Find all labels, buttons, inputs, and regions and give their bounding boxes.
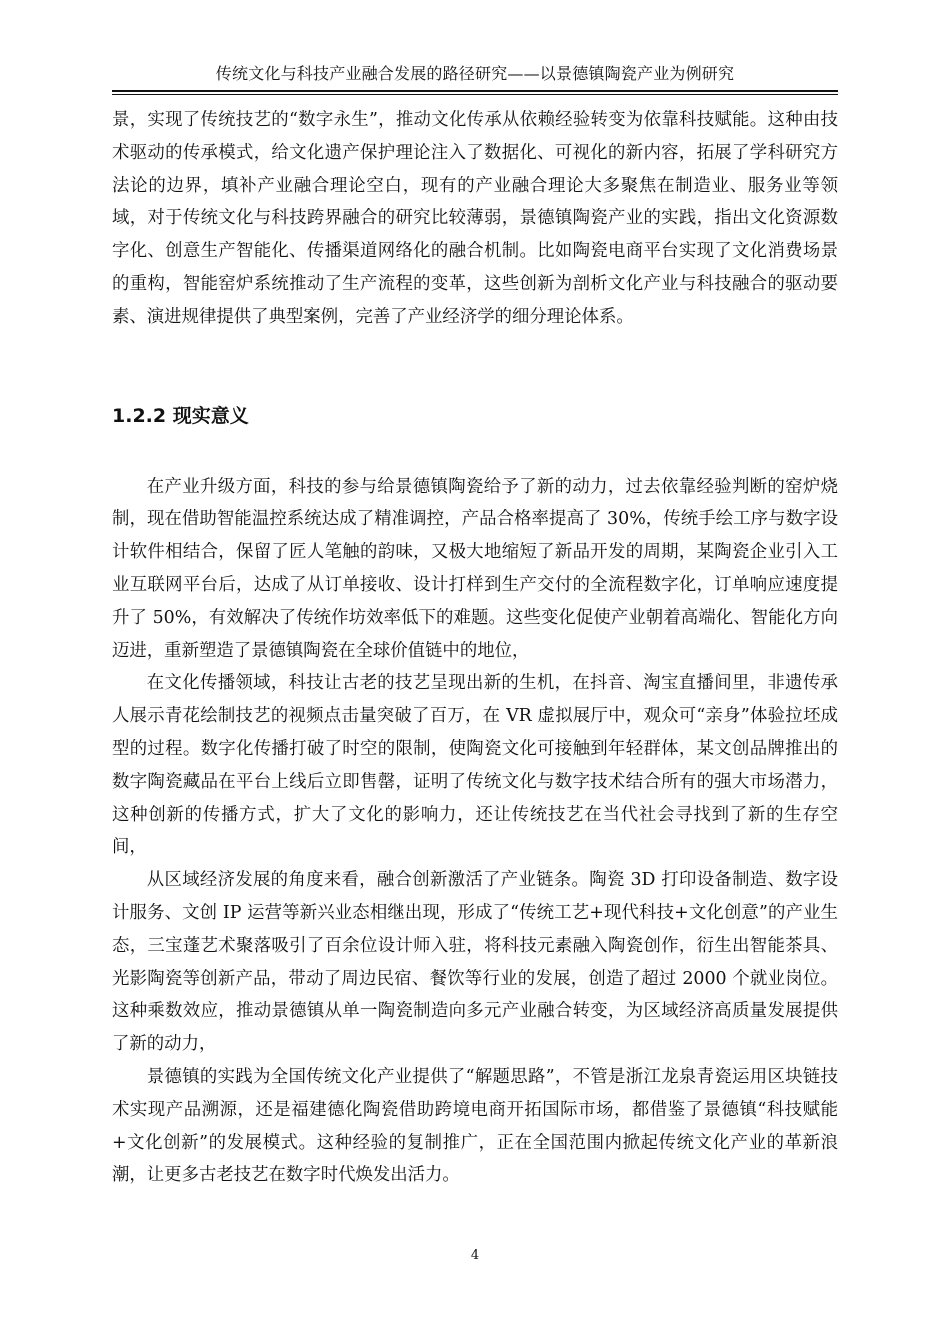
body-paragraph: 景德镇的实践为全国传统文化产业提供了“解题思路”，不管是浙江龙泉青瓷运用区块链技术实现产品溯源，还是福建德化陶瓷借助跨境电商开拓国际市场，都借鉴了景德镇“科技赋能+文化创新”的发展模式。这种经验的复制推广，正在全国范围内掀起传统文化产业的革新浪潮，让更多古老技艺在数字时代焕发出活力。 [112,1066,838,1186]
body-paragraph: 在产业升级方面，科技的参与给景德镇陶瓷给予了新的动力，过去依靠经验判断的窑炉烧制，现在借助智能温控系统达成了精准调控，产品合格率提高了 30%，传统手绘工序与数字设计软件相结合，保留了匠人笔触的韵味，又极大地缩短了新品开发的周期，某陶瓷企业引入工业互联网平台后，达成了从订单接收、设计打样到生产交付的全流程数字化，订单响应速度提升了 50%，有效解决了传统作坊效率低下的难题。这些变化促使产业朝着高端化、智能化方向迈进，重新塑造了景德镇陶瓷在全球价值链中的地位， [112,476,838,661]
body-paragraph: 从区域经济发展的角度来看，融合创新激活了产业链条。陶瓷 3D 打印设备制造、数字设计服务、文创 IP 运营等新兴业态相继出现，形成了“传统工艺+现代科技+文化创意”的产业生态，三宝蓬艺术聚落吸引了百余位设计师入驻，将科技元素融入陶瓷创作，衍生出智能茶具、光影陶瓷等创新产品，带动了周边民宿、餐饮等行业的发展，创造了超过 2000 个就业岗位。这种乘数效应，推动景德镇从单一陶瓷制造向多元产业融合转变，为区域经济高质量发展提供了新的动力， [112,870,838,1055]
page-number: 4 [470,1248,480,1263]
page-content [112,104,838,1192]
section-heading: 1.2.2 现实意义 [112,404,249,427]
running-header-title: 传统文化与科技产业融合发展的路径研究——以景德镇陶瓷产业为例研究 [215,64,735,83]
header-rule [112,90,838,92]
continued-paragraph: 景，实现了传统技艺的“数字永生”，推动文化传承从依赖经验转变为依靠科技赋能。这种由技术驱动的传承模式，给文化遗产保护理论注入了数据化、可视化的新内容，拓展了学科研究方法论的边界，填补产业融合理论空白，现有的产业融合理论大多聚焦在制造业、服务业等领域，对于传统文化与科技跨界融合的研究比较薄弱，景德镇陶瓷产业的实践，指出文化资源数字化、创意生产智能化、传播渠道网络化的融合机制。比如陶瓷电商平台实现了文化消费场景的重构，智能窑炉系统推动了生产流程的变革，这些创新为剖析文化产业与科技融合的驱动要素、演进规律提供了典型案例，完善了产业经济学的细分理论体系。 [112,110,838,327]
body-paragraph: 在文化传播领域，科技让古老的技艺呈现出新的生机，在抖音、淘宝直播间里，非遗传承人展示青花绘制技艺的视频点击量突破了百万，在 VR 虚拟展厅中，观众可“亲身”体验拉坯成型的过程。数字化传播打破了时空的限制，使陶瓷文化可接触到年轻群体，某文创品牌推出的数字陶瓷藏品在平台上线后立即售罄，证明了传统文化与数字技术结合所有的强大市场潜力，这种创新的传播方式，扩大了文化的影响力，还让传统技艺在当代社会寻找到了新的生存空间， [112,673,838,858]
header-rule-secondary [112,94,838,95]
